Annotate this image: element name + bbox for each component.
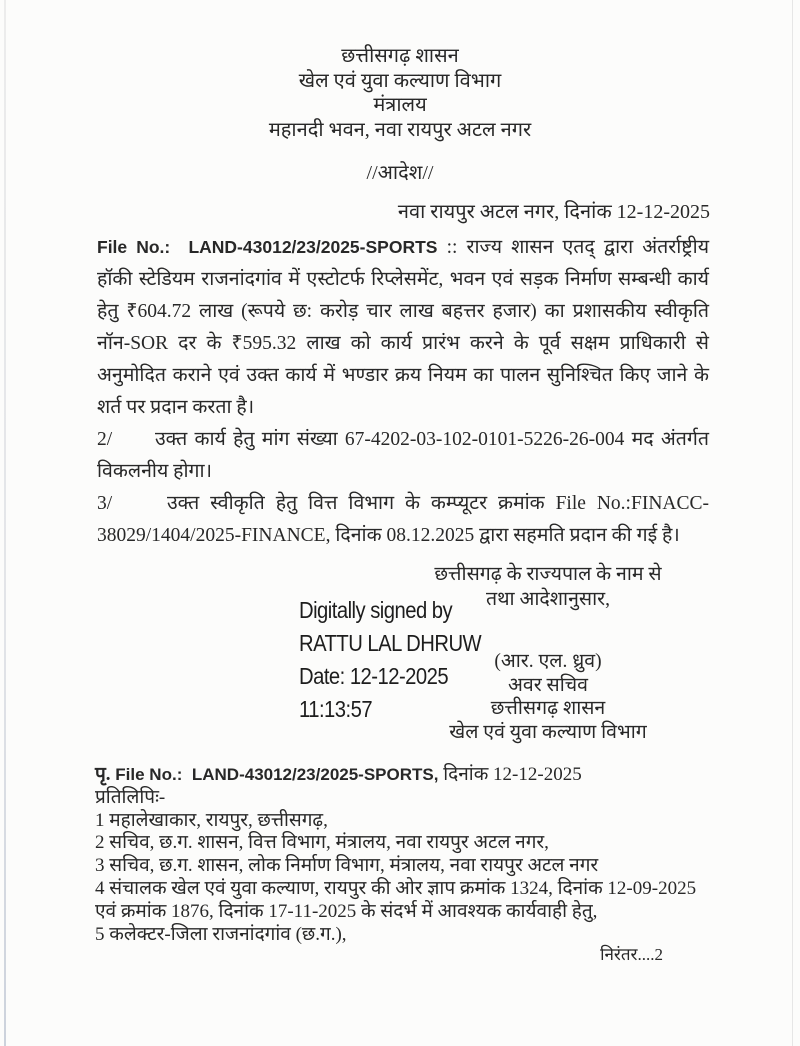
copy-item: 2 सचिव, छ.ग. शासन, वित्त विभाग, मंत्रालय, नवा रायपुर अटल नगर, [95,832,549,854]
digital-signature-name: RATTU LAL DHRUW [299,630,482,656]
digital-signature-time: 11:13:57 [299,696,373,722]
copy-item: 5 कलेक्टर-जिला राजनांदगांव (छ.ग.), [95,923,347,945]
office-address: महानदी भवन, नवा रायपुर अटल नगर [268,118,532,141]
copy-item: 1 महालेखाकार, रायपुर, छत्तीसगढ़, [95,809,328,831]
paragraph-3 [97,488,709,552]
office-name: मंत्रालय [373,94,427,116]
digital-signature-line: Digitally signed by [299,597,453,623]
paragraph-1-text: राज्य शासन एतद् द्वारा अंतर्राष्ट्रीय हॉकी स्टेडियम राजनांदगांव में एस्टोटर्फ रिप्लेसमेंट, भवन एवं सड़क निर्माण सम्बन्धी कार्य हेतु ₹604.72 लाख (रूपये छ: करोड़ चार लाख बहत्तर हजार) का प्रशासकीय स्वीकृति नॉन-SOR दर के ₹595.32 लाख को कार्य प्रारंभ करने के पूर्व सक्षम प्राधिकारी से अनुमोदित कराने एवं उक्त कार्य में भण्डार क्रय नियम का पालन सुनिश्चित किए जाने के शर्त पर प्रदान करता है। [97,237,710,418]
signatory-designation: अवर सचिव [507,674,589,696]
signature-gap [420,612,676,650]
endorsement-ref-line [95,764,713,787]
ref-date: दिनांक 12-12-2025 [443,764,582,785]
file-number: LAND-43012/23/2025-SPORTS [188,237,438,257]
order-title: //आदेश// [366,162,434,184]
paragraph-2-text: उक्त कार्य हेतु मांग संख्या 67-4202-03-102-0101-5226-26-004 मद अंतर्गत विकलनीय होगा। [97,429,709,482]
ref-file-number: LAND-43012/23/2025-SPORTS, [191,765,439,784]
continuation-note: निरंतर....2 [600,945,663,965]
copy-item: 3 सचिव, छ.ग. शासन, लोक निर्माण विभाग, मंत्रालय, नवा रायपुर अटल नगर [95,855,599,877]
authority-line: छत्तीसगढ़ के राज्यपाल के नाम से [434,564,662,585]
copy-item: 4 संचालक खेल एवं युवा कल्याण, रायपुर की ओर ज्ञाप क्रमांक 1324, दिनांक 12-09-2025 एवं क्रमांक 1876, दिनांक 17-11-2025 के संदर्भ में आवश्यक कार्यवाही हेतु, [95,877,697,922]
paragraph-3-number: 3/ [97,493,113,514]
scan-edge-right [792,0,793,1046]
signatory-department: खेल एवं युवा कल्याण विभाग [449,721,647,743]
endorsement-section [95,764,713,967]
ref-file-label: File No.: [115,765,183,784]
digital-signature-date: Date: 12-12-2025 [299,663,449,689]
separator: :: [446,237,458,258]
scan-edge-left [4,0,6,1046]
signatory-government: छत्तीसगढ़ शासन [490,698,606,719]
ref-prefix: पृ. [95,764,111,785]
government-name: छत्तीसगढ़ शासन [341,45,459,67]
department-name: खेल एवं युवा कल्याण विभाग [298,69,502,92]
paragraph-3-text: उक्त स्वीकृति हेतु वित्त विभाग के कम्प्यूटर क्रमांक File No.:FINACC-38029/1404/2025-FINANCE, दिनांक 08.12.2025 द्वारा सहमति प्रदान की गई है। [97,493,709,546]
letterhead [0,44,800,142]
paragraph-1 [97,231,709,424]
copy-to-label: प्रतिलिपिः- [95,786,166,808]
paragraph-2-number: 2/ [97,429,113,450]
paragraph-2 [97,424,709,488]
authority-line: तथा आदेशानुसार, [485,589,610,610]
order-body [97,231,709,552]
place-date-line: नवा रायपुर अटल नगर, दिनांक 12-12-2025 [397,201,710,223]
file-number-label: File No.: [97,237,171,257]
signature-block [420,562,676,744]
signatory-name: (आर. एल. ध्रुव) [494,651,602,672]
